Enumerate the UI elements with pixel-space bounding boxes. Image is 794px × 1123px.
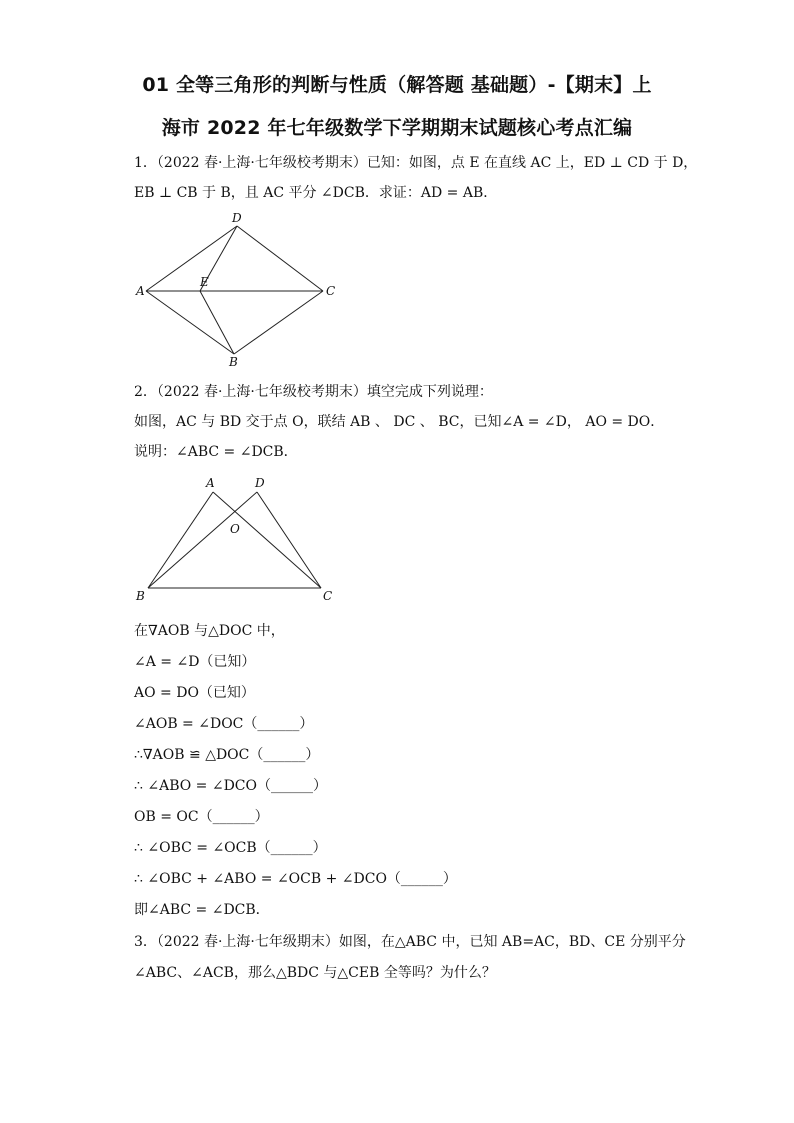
q2-step-6: ∴ ∠ABO = ∠DCO（______） bbox=[134, 778, 327, 794]
q2-label-A: A bbox=[206, 476, 215, 490]
q2-step-10: 即∠ABC = ∠DCB． bbox=[134, 902, 270, 918]
q2-step-1: 在∇AOB 与△DOC 中， bbox=[134, 623, 285, 639]
q1-label-C: C bbox=[326, 284, 336, 298]
q1-segment-BC bbox=[234, 291, 323, 354]
q1-segment-DC bbox=[237, 226, 323, 291]
q2-step-3: AO = DO（已知） bbox=[134, 685, 255, 701]
q3-text-line-2: ∠ABC、∠ACB，那么△BDC 与△CEB 全等吗？为什么？ bbox=[134, 965, 496, 981]
q2-label-O: O bbox=[230, 522, 240, 536]
q1-label-D: D bbox=[232, 211, 242, 225]
q1-segment-EB bbox=[200, 291, 234, 354]
q2-figure bbox=[130, 470, 345, 610]
q1-label-E: E bbox=[200, 275, 209, 289]
q2-step-9: ∴ ∠OBC + ∠ABO = ∠OCB + ∠DCO（______） bbox=[134, 871, 457, 887]
q1-label-A: A bbox=[136, 284, 145, 298]
q2-text-line-2: 如图，AC 与 BD 交于点 O，联结 AB 、 DC 、 BC，已知∠A = ∠D， AO = DO． bbox=[134, 414, 665, 430]
q1-text-line-2: EB ⊥ CB 于 B，且 AC 平分 ∠DCB．求证：AD = AB． bbox=[134, 185, 498, 201]
q2-segment-DB bbox=[148, 492, 257, 588]
q1-text-line-1: 1．（2022 春·上海·七年级校考期末）已知：如图，点 E 在直线 AC 上，ED ⊥ CD 于 D， bbox=[134, 155, 698, 171]
q1-segment-AD bbox=[146, 226, 237, 291]
q1-figure bbox=[130, 205, 345, 370]
q1-segment-AB bbox=[146, 291, 234, 354]
q2-step-7: OB = OC（______） bbox=[134, 809, 269, 825]
q3-text-line-1: 3．（2022 春·上海·七年级期末）如图，在△ABC 中，已知 AB=AC，BD、CE 分别平分 bbox=[134, 934, 686, 950]
q2-step-8: ∴ ∠OBC = ∠OCB（______） bbox=[134, 840, 327, 856]
q2-step-5: ∴∇AOB ≌ △DOC（______） bbox=[134, 747, 320, 763]
document-title-line-1: 01 全等三角形的判断与性质（解答题 基础题）-【期末】上 bbox=[142, 74, 652, 96]
q2-text-line-1: 2．（2022 春·上海·七年级校考期末）填空完成下列说理： bbox=[134, 384, 493, 400]
q2-label-D: D bbox=[255, 476, 265, 490]
q1-label-B: B bbox=[229, 355, 238, 369]
q2-label-B: B bbox=[136, 589, 145, 603]
q2-step-4: ∠AOB = ∠DOC（______） bbox=[134, 716, 314, 732]
q2-step-2: ∠A = ∠D（已知） bbox=[134, 654, 256, 670]
q2-text-line-3: 说明：∠ABC = ∠DCB． bbox=[134, 444, 298, 460]
q2-label-C: C bbox=[323, 589, 333, 603]
document-title-line-2: 海市 2022 年七年级数学下学期期末试题核心考点汇编 bbox=[161, 117, 633, 139]
